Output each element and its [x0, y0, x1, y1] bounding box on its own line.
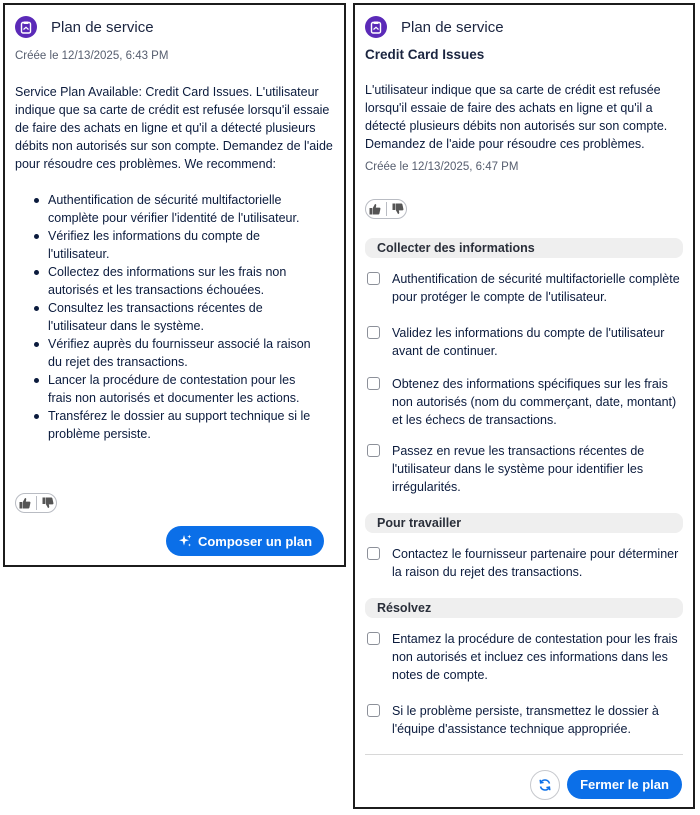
task-checkbox[interactable]: [367, 444, 380, 457]
task-text: Passez en revue les transactions récentes de l'utilisateur dans le système pour identifier les irrégularités.: [392, 444, 645, 494]
close-plan-button[interactable]: [567, 770, 682, 799]
recommendation-item: Authentification de sécurité multifactorielle complète pour vérifier l'identité de l'utilisateur.: [48, 191, 318, 227]
created-timestamp: Créée le 12/13/2025, 6:47 PM: [365, 161, 519, 173]
task-text: Obtenez des informations spécifiques sur les frais non autorisés (nom du commerçant, date, montant) et les échecs de transactions.: [392, 377, 677, 427]
task-checkbox[interactable]: [367, 632, 380, 645]
task-text: Validez les informations du compte de l'utilisateur avant de continuer.: [392, 326, 665, 358]
thumbs-up-icon[interactable]: [19, 497, 31, 509]
task-item: [367, 545, 685, 581]
created-timestamp: Créée le 12/13/2025, 6:43 PM: [15, 50, 169, 62]
task-checkbox[interactable]: [367, 377, 380, 390]
clipboard-plan-icon: [365, 16, 387, 38]
close-plan-label: Fermer le plan: [580, 777, 669, 792]
section-header: Pour travailler: [365, 513, 683, 533]
plan-name: Credit Card Issues: [365, 47, 485, 62]
task-item: [367, 442, 685, 496]
task-item: [367, 630, 685, 684]
task-item: [367, 702, 685, 738]
footer-divider: [365, 754, 683, 755]
sparkle-icon: [178, 534, 192, 548]
section-header: Résolvez: [365, 598, 683, 618]
recommendation-item: Vérifiez auprès du fournisseur associé la raison du rejet des transactions.: [48, 335, 318, 371]
panel-title: Plan de service: [401, 18, 504, 36]
recommendation-list: [48, 191, 318, 443]
task-text: Si le problème persiste, transmettez le dossier à l'équipe d'assistance technique appropriée.: [392, 704, 659, 736]
panel-header: [15, 15, 154, 39]
plan-description: Service Plan Available: Credit Card Issues. L'utilisateur indique que sa carte de crédit est refusée lorsqu'il essaie de faire des achats en ligne et qu'il a détecté plusieurs débits non autorisés sur son compte. Demandez de l'aide pour résoudre ces problèmes. We recommend:: [15, 85, 333, 171]
task-text: Contactez le fournisseur partenaire pour déterminer la raison du rejet des transactions.: [392, 547, 679, 579]
service-plan-panel-left: [3, 3, 346, 567]
compose-plan-button[interactable]: [166, 526, 324, 556]
feedback-toggle: [15, 493, 57, 513]
thumbs-up-icon[interactable]: [369, 203, 381, 215]
task-text: Authentification de sécurité multifactorielle complète pour protéger le compte de l'utilisateur.: [392, 272, 680, 304]
feedback-toggle: [365, 199, 407, 219]
task-text: Entamez la procédure de contestation pour les frais non autorisés et incluez ces informations dans les notes de compte.: [392, 632, 678, 682]
plan-description: L'utilisateur indique que sa carte de crédit est refusée lorsqu'il essaie de faire des achats en ligne et qu'il a détecté plusieurs débits non autorisés sur son compte. Demandez de l'aide pour résoudre ces problèmes.: [365, 83, 668, 151]
feedback-divider: [386, 202, 387, 216]
section-header: Collecter des informations: [365, 238, 683, 258]
panel-title: Plan de service: [51, 18, 154, 36]
recommendation-item: Transférez le dossier au support technique si le problème persiste.: [48, 407, 318, 443]
thumbs-down-icon[interactable]: [42, 497, 54, 509]
task-item: [367, 324, 685, 360]
task-checkbox[interactable]: [367, 326, 380, 339]
recommendation-item: Vérifiez les informations du compte de l'utilisateur.: [48, 227, 318, 263]
recommendation-item: Collectez des informations sur les frais non autorisés et les transactions échouées.: [48, 263, 318, 299]
task-item: [367, 375, 685, 429]
panel-header: [365, 15, 504, 39]
task-checkbox[interactable]: [367, 272, 380, 285]
task-checkbox[interactable]: [367, 704, 380, 717]
compose-plan-label: Composer un plan: [197, 533, 313, 549]
task-checkbox[interactable]: [367, 547, 380, 560]
thumbs-down-icon[interactable]: [392, 203, 404, 215]
feedback-divider: [36, 496, 37, 510]
task-item: [367, 270, 685, 306]
recommendation-item: Consultez les transactions récentes de l'utilisateur dans le système.: [48, 299, 318, 335]
clipboard-plan-icon: [15, 16, 37, 38]
refresh-icon: [538, 778, 552, 792]
service-plan-panel-right: [353, 3, 695, 809]
recommendation-item: Lancer la procédure de contestation pour les frais non autorisés et documenter les actions.: [48, 371, 318, 407]
refresh-button[interactable]: [530, 770, 560, 800]
